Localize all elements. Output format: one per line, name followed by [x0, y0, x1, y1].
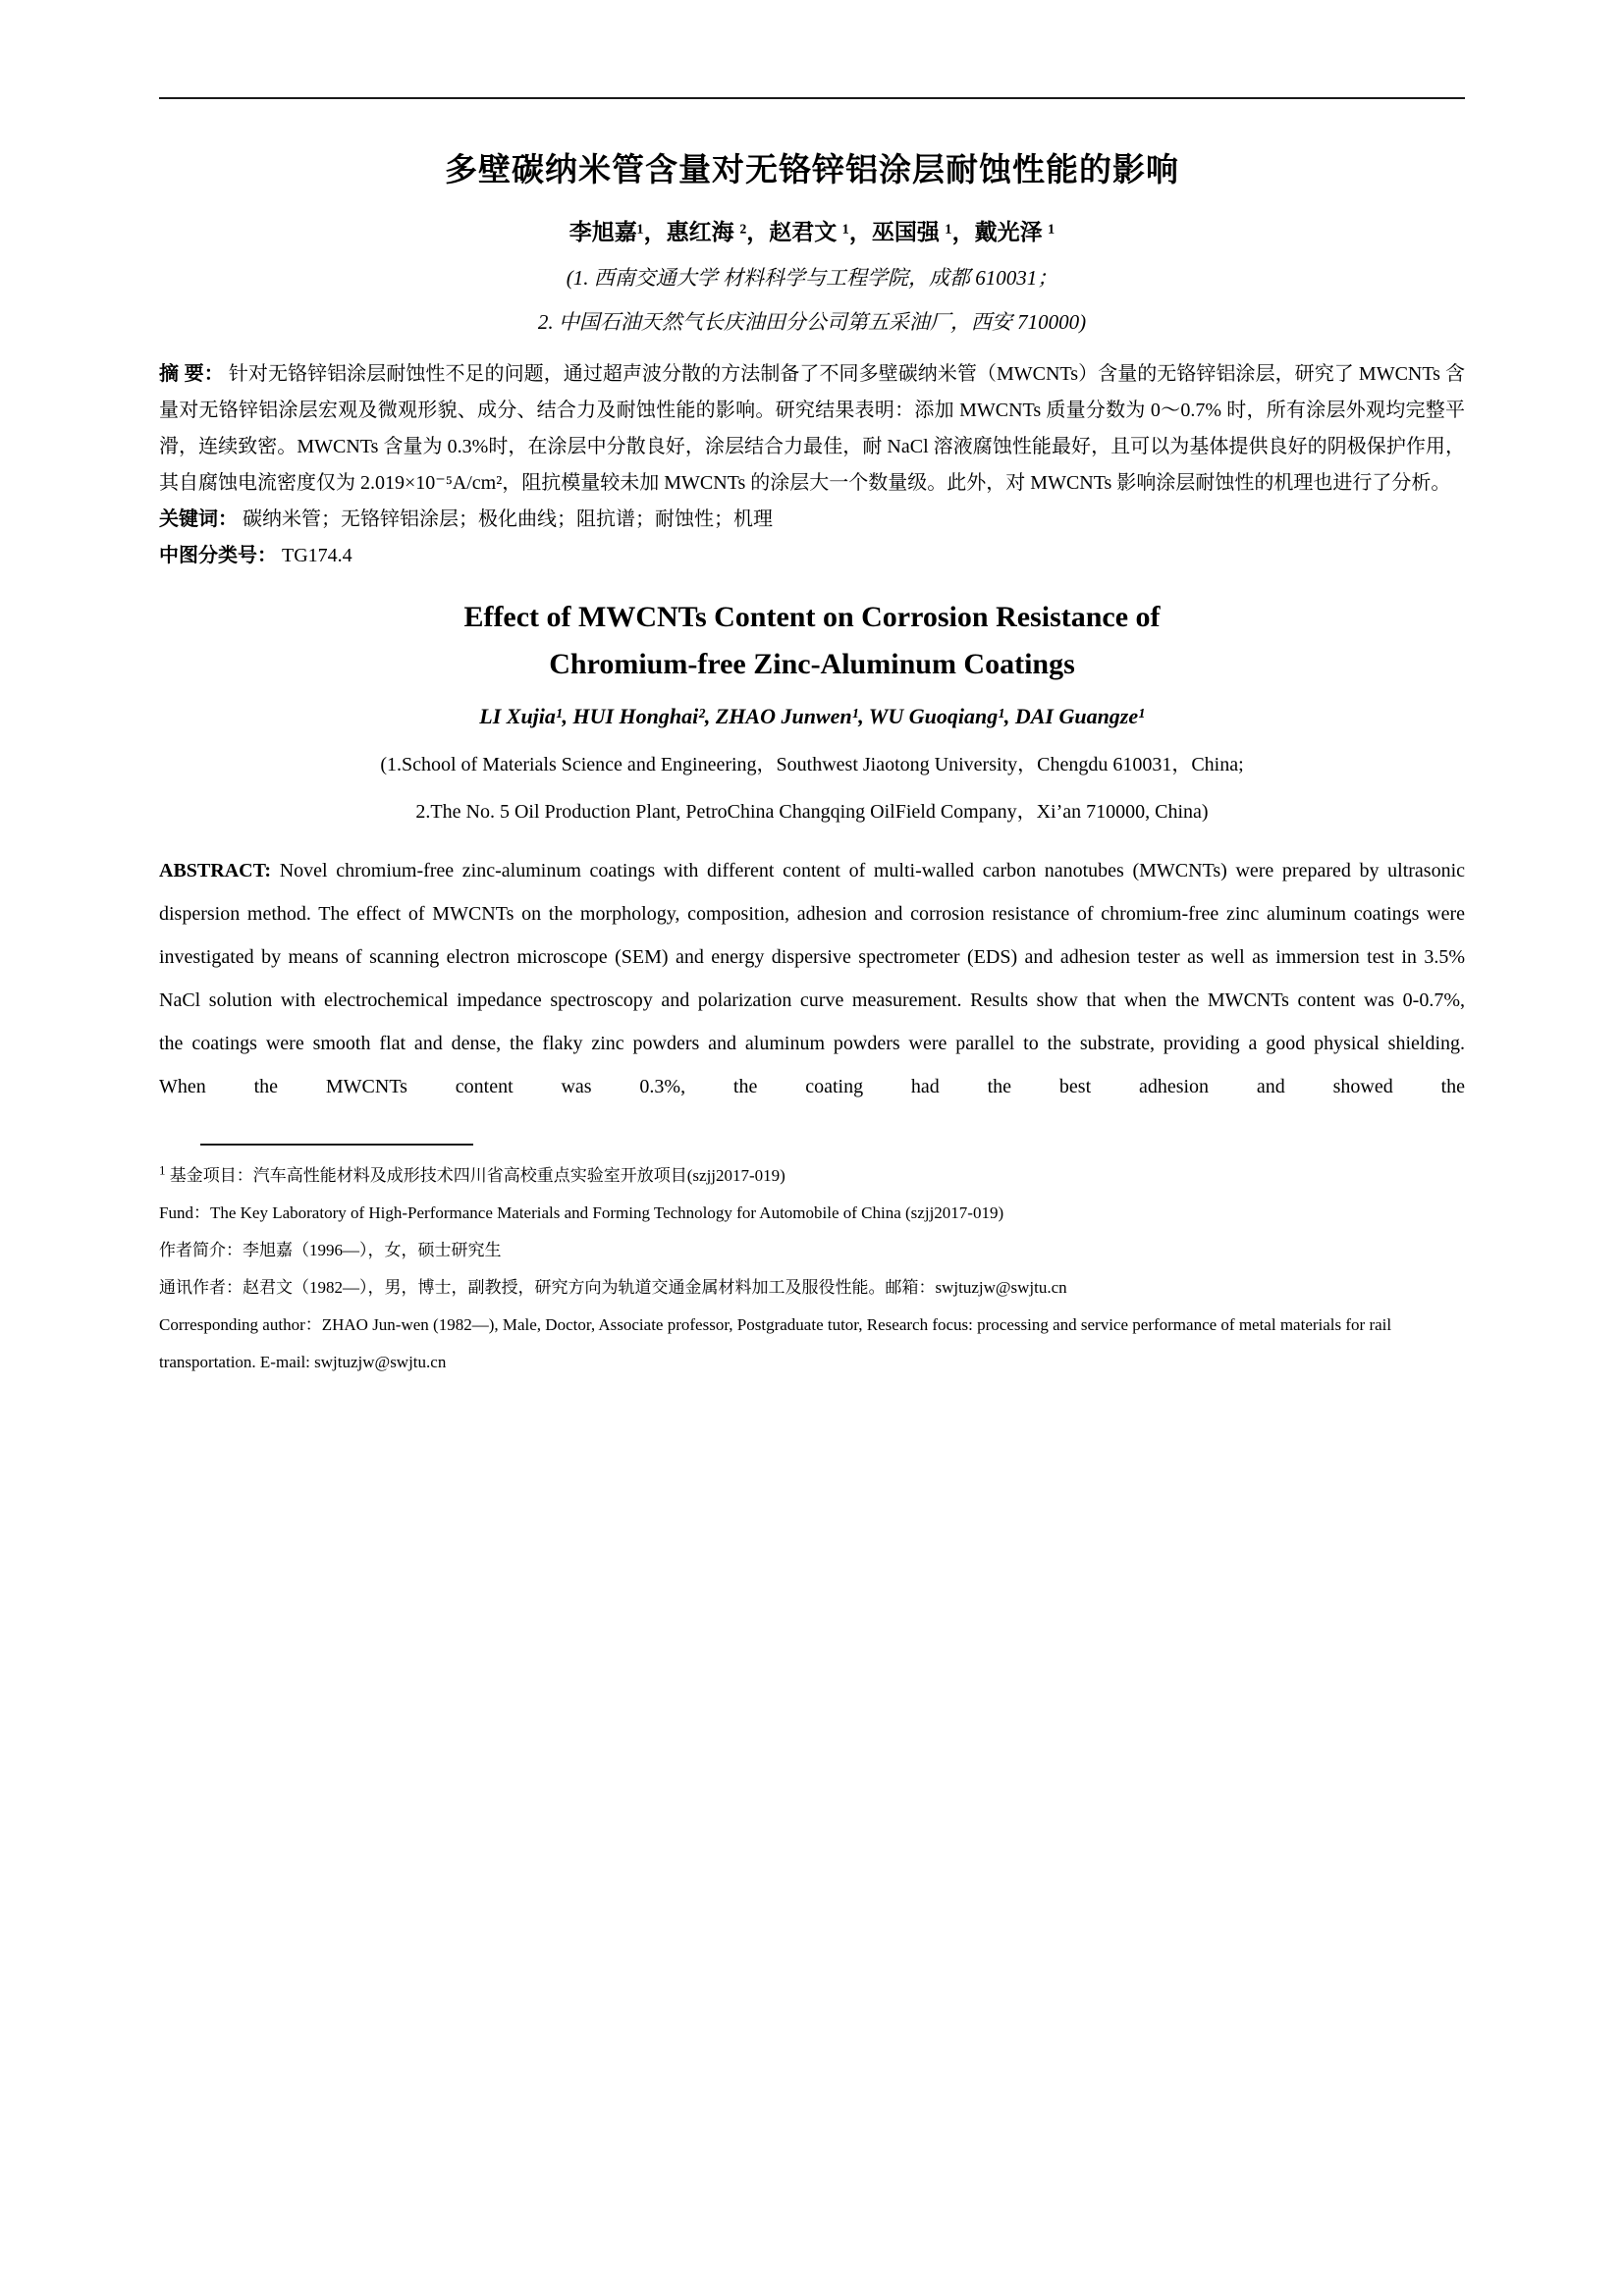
paper-title-english — [159, 594, 1465, 688]
authors-english: LI Xujia¹, HUI Honghai², ZHAO Junwen¹, WU Guoqiang¹, DAI Guangze¹ — [479, 704, 1145, 728]
footnote-fund-chinese — [159, 1157, 1465, 1195]
title-english-line1: Effect of MWCNTs Content on Corrosion Resistance of — [463, 601, 1161, 633]
footnotes-block — [159, 1157, 1465, 1381]
clc-value: TG174.4 — [282, 545, 352, 566]
footnote-fund-chinese-text: 基金项目：汽车高性能材料及成形技术四川省高校重点实验室开放项目(szjj2017-019) — [169, 1166, 785, 1185]
abstract-chinese-label: 摘 要： — [159, 363, 224, 385]
title-english-line2: Chromium-free Zinc-Aluminum Coatings — [549, 648, 1075, 680]
affiliation-chinese-2: 2. 中国石油天然气长庆油田分公司第五采油厂，西安 710000) — [537, 310, 1087, 334]
footnote-fund-english: Fund：The Key Laboratory of High-Performance Materials and Forming Technology for Automobile of China (szjj2017-019) — [159, 1203, 1004, 1222]
abstract-english-label: ABSTRACT: — [159, 860, 272, 881]
footnote-separator-rule — [200, 1144, 473, 1146]
affiliation-english-2: 2.The No. 5 Oil Production Plant, PetroChina Changqing OilField Company，Xi’an 710000, China) — [415, 801, 1209, 823]
clc-line — [159, 538, 1465, 574]
clc-label: 中图分类号： — [159, 545, 277, 566]
paper-title-chinese: 多壁碳纳米管含量对无铬锌铝涂层耐蚀性能的影响 — [445, 151, 1179, 187]
keywords-text: 碳纳米管；无铬锌铝涂层；极化曲线；阻抗谱；耐蚀性；机理 — [243, 508, 773, 530]
abstract-chinese-text: 针对无铬锌铝涂层耐蚀性不足的问题，通过超声波分散的方法制备了不同多壁碳纳米管（MWCNTs）含量的无铬锌铝涂层，研究了 MWCNTs 含量对无铬锌铝涂层宏观及微观形貌、成分、结合力及耐蚀性能的影响。研究结果表明：添加 MWCNTs 质量分数为 0～0.7% 时，所有涂层外观均完整平滑，连续致密。MWCNTs 含量为 0.3%时，在涂层中分散良好，涂层结合力最佳，耐 NaCl 溶液腐蚀性能最好，且可以为基体提供良好的阴极保护作用，其自腐蚀电流密度仅为 2.019×10⁻⁵A/cm²，阻抗模量较未加 MWCNTs 的涂层大一个数量级。此外，对 MWCNTs 影响涂层耐蚀性的机理也进行了分析。 — [159, 363, 1466, 494]
paper-content — [0, 97, 1624, 1381]
keywords-label: 关键词： — [159, 508, 238, 530]
affiliation-english-1: (1.School of Materials Science and Engineering，Southwest Jiaotong University，Chengdu 610031，China; — [380, 754, 1244, 775]
authors-chinese: 李旭嘉¹，惠红海 ²，赵君文 ¹，巫国强 ¹，戴光泽 ¹ — [568, 220, 1056, 244]
footnote-marker: 1 — [159, 1162, 166, 1178]
footnote-author-bio: 作者简介：李旭嘉（1996—），女，硕士研究生 — [159, 1241, 502, 1259]
abstract-chinese — [159, 356, 1465, 502]
affiliation-chinese-1: (1. 西南交通大学 材料科学与工程学院，成都 610031； — [566, 266, 1058, 290]
abstract-english — [159, 849, 1465, 1108]
header-rule — [159, 97, 1465, 99]
keywords-line — [159, 502, 1465, 538]
abstract-english-text: Novel chromium-free zinc-aluminum coatings with different content of multi-walled carbon nanotubes (MWCNTs) were prepared by ultrasonic dispersion method. The effect of MWCNTs on the morphology, composition, adhesion and corrosion resistance of chromium-free zinc aluminum coatings were investigated by means of scanning electron microscope (SEM) and energy dispersive spectrometer (EDS) and adhesion tester as well as immersion test in 3.5% NaCl solution with electrochemical impedance spectroscopy and polarization curve measurement. Results show that when the MWCNTs content was 0-0.7%, the coatings were smooth flat and dense, the flaky zinc powders and aluminum powders were parallel to the substrate, providing a good physical shielding. When the MWCNTs content was 0.3%, the coating had the best adhesion and showed the — [159, 860, 1465, 1097]
footnote-corresponding-english: Corresponding author：ZHAO Jun-wen (1982—), Male, Doctor, Associate professor, Postgraduate tutor, Research focus: processing and service performance of metal materials for rail transportation. E-mail: swjtuzjw@swjtu.cn — [159, 1315, 1392, 1371]
footnote-corresponding-chinese: 通讯作者：赵君文（1982—），男，博士，副教授，研究方向为轨道交通金属材料加工及服役性能。邮箱：swjtuzjw@swjtu.cn — [159, 1278, 1067, 1297]
